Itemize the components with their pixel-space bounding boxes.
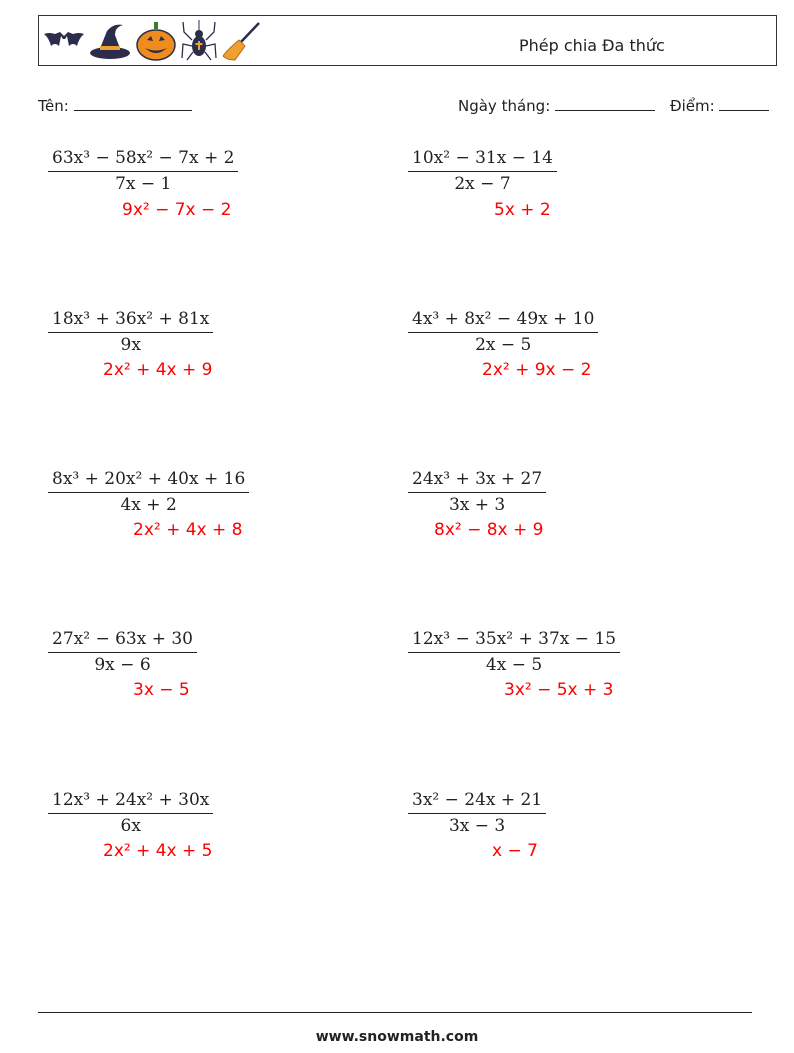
denominator: 9x [120, 335, 141, 355]
answer-9: 2x² + 4x + 5 [103, 841, 213, 861]
problem-6 [408, 469, 546, 515]
answer-5: 2x² + 4x + 8 [133, 520, 243, 540]
header-icons [43, 20, 263, 62]
numerator: 24x³ + 3x + 27 [408, 469, 546, 493]
fraction [48, 469, 249, 515]
fraction [48, 148, 238, 194]
problem-3 [48, 309, 213, 355]
numerator: 63x³ − 58x² − 7x + 2 [48, 148, 238, 172]
answer-2: 5x + 2 [494, 200, 551, 220]
bat-icon [43, 26, 85, 56]
page-title: Phép chia Đa thức [519, 36, 665, 55]
fraction [408, 790, 546, 836]
fraction [48, 790, 213, 836]
numerator: 12x³ − 35x² + 37x − 15 [408, 629, 620, 653]
numerator: 10x² − 31x − 14 [408, 148, 557, 172]
denominator: 3x + 3 [448, 495, 506, 515]
denominator: 6x [120, 816, 141, 836]
problem-10 [408, 790, 546, 836]
answer-6: 8x² − 8x + 9 [434, 520, 544, 540]
fraction [48, 309, 213, 355]
problem-4 [408, 309, 598, 355]
numerator: 27x² − 63x + 30 [48, 629, 197, 653]
answer-4: 2x² + 9x − 2 [482, 360, 592, 380]
answer-8: 3x² − 5x + 3 [504, 680, 614, 700]
denominator: 4x + 2 [120, 495, 177, 515]
fraction [408, 469, 546, 515]
numerator: 4x³ + 8x² − 49x + 10 [408, 309, 598, 333]
answer-10: x − 7 [492, 841, 538, 861]
fraction [408, 629, 620, 675]
denominator: 2x − 5 [475, 335, 532, 355]
score-label: Điểm: [670, 97, 715, 115]
header-box [38, 15, 777, 66]
date-field [458, 96, 655, 115]
pumpkin-icon [135, 20, 177, 62]
numerator: 12x³ + 24x² + 30x [48, 790, 213, 814]
fraction [408, 148, 557, 194]
problem-7 [48, 629, 197, 675]
denominator: 2x − 7 [454, 174, 511, 194]
name-field [38, 96, 192, 115]
problem-9 [48, 790, 213, 836]
broom-icon [221, 20, 263, 62]
witch-hat-icon [89, 21, 131, 61]
numerator: 18x³ + 36x² + 81x [48, 309, 213, 333]
answer-1: 9x² − 7x − 2 [122, 200, 232, 220]
fraction [408, 309, 598, 355]
score-blank[interactable] [719, 96, 769, 111]
numerator: 3x² − 24x + 21 [408, 790, 546, 814]
problem-2 [408, 148, 557, 194]
answer-3: 2x² + 4x + 9 [103, 360, 213, 380]
problem-8 [408, 629, 620, 675]
name-blank[interactable] [74, 96, 192, 111]
problem-5 [48, 469, 249, 515]
name-label: Tên: [38, 97, 69, 115]
date-blank[interactable] [555, 96, 655, 111]
numerator: 8x³ + 20x² + 40x + 16 [48, 469, 249, 493]
problem-1 [48, 148, 238, 194]
denominator: 4x − 5 [485, 655, 543, 675]
footer-url[interactable]: www.snowmath.com [315, 1029, 479, 1045]
answer-7: 3x − 5 [133, 680, 190, 700]
denominator: 3x − 3 [448, 816, 506, 836]
denominator: 7x − 1 [115, 174, 172, 194]
fraction [48, 629, 197, 675]
denominator: 9x − 6 [94, 655, 151, 675]
score-field [670, 96, 769, 115]
spider-icon [181, 20, 217, 62]
footer-divider [38, 1012, 752, 1013]
date-label: Ngày tháng: [458, 97, 551, 115]
